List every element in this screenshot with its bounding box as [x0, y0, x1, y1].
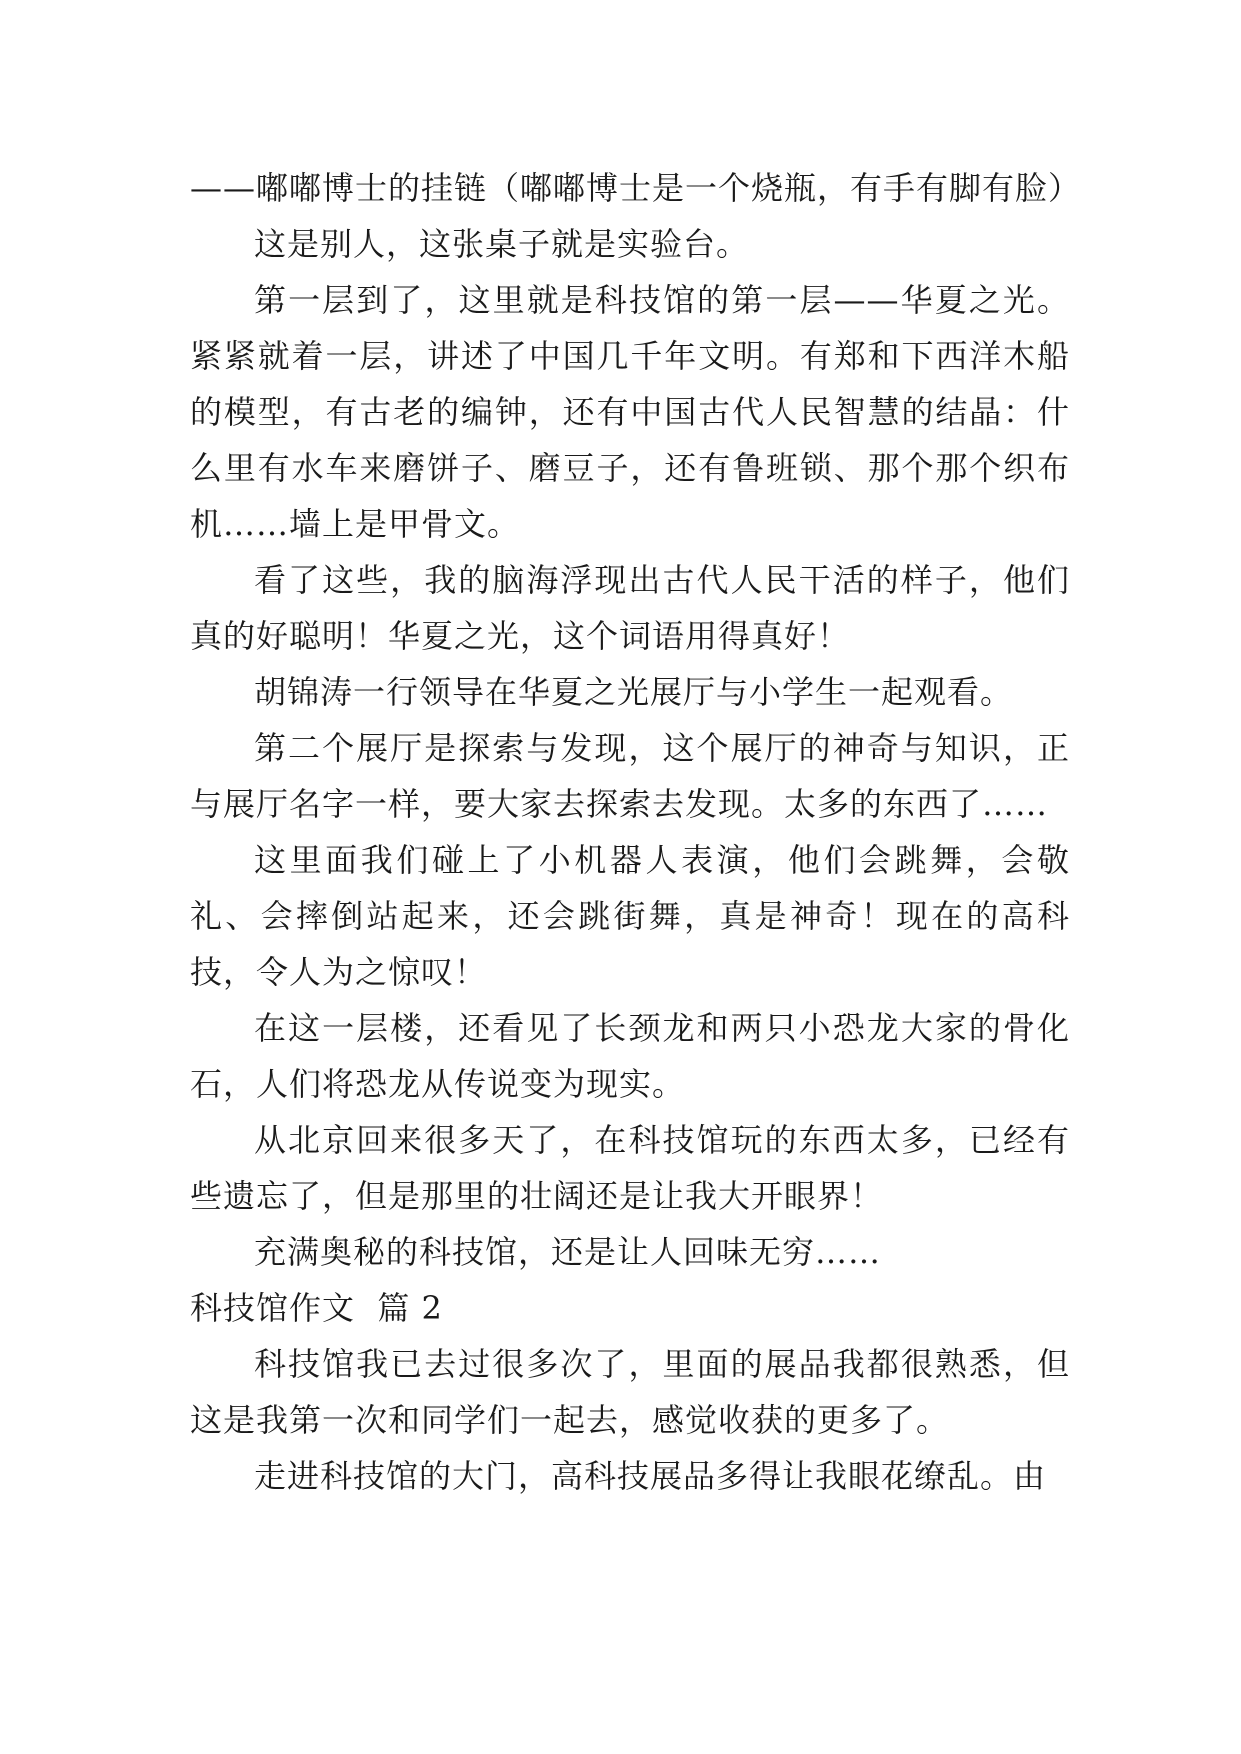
- paragraph-3: 第一层到了，这里就是科技馆的第一层——华夏之光。紧紧就着一层，讲述了中国几千年文明。有郑和下西洋木船的模型，有古老的编钟，还有中国古代人民智慧的结晶：什么里有水车来磨饼子、磨豆子，还有鲁班锁、那个那个织布机……墙上是甲骨文。: [190, 281, 1070, 543]
- paragraph-9: 从北京回来很多天了，在科技馆玩的东西太多，已经有些遗忘了，但是那里的壮阔还是让我大开眼界！: [190, 1121, 1070, 1215]
- paragraph-7: 这里面我们碰上了小机器人表演，他们会跳舞，会敬礼、会摔倒站起来，还会跳街舞，真是神奇！现在的高科技，令人为之惊叹！: [190, 841, 1070, 991]
- section-heading: 科技馆作文 篇 2: [190, 1289, 443, 1327]
- paragraph-6: 第二个展厅是探索与发现，这个展厅的神奇与知识，正与展厅名字一样，要大家去探索去发现。太多的东西了……: [190, 729, 1070, 823]
- paragraph-12: 走进科技馆的大门，高科技展品多得让我眼花缭乱。由: [254, 1457, 1047, 1495]
- paragraph-10: 充满奥秘的科技馆，还是让人回味无穷……: [254, 1233, 882, 1271]
- paragraph-1: ——嘟嘟博士的挂链（嘟嘟博士是一个烧瓶，有手有脚有脸）: [190, 169, 1082, 207]
- document-body: [190, 160, 1082, 1504]
- paragraph-4: 看了这些，我的脑海浮现出古代人民干活的样子，他们真的好聪明！华夏之光，这个词语用得真好！: [190, 561, 1070, 655]
- paragraph-11: 科技馆我已去过很多次了，里面的展品我都很熟悉，但这是我第一次和同学们一起去，感觉收获的更多了。: [190, 1345, 1070, 1439]
- paragraph-2: 这是别人，这张桌子就是实验台。: [254, 225, 750, 263]
- paragraph-5: 胡锦涛一行领导在华夏之光展厅与小学生一起观看。: [254, 673, 1014, 711]
- paragraph-8: 在这一层楼，还看见了长颈龙和两只小恐龙大家的骨化石，人们将恐龙从传说变为现实。: [190, 1009, 1070, 1103]
